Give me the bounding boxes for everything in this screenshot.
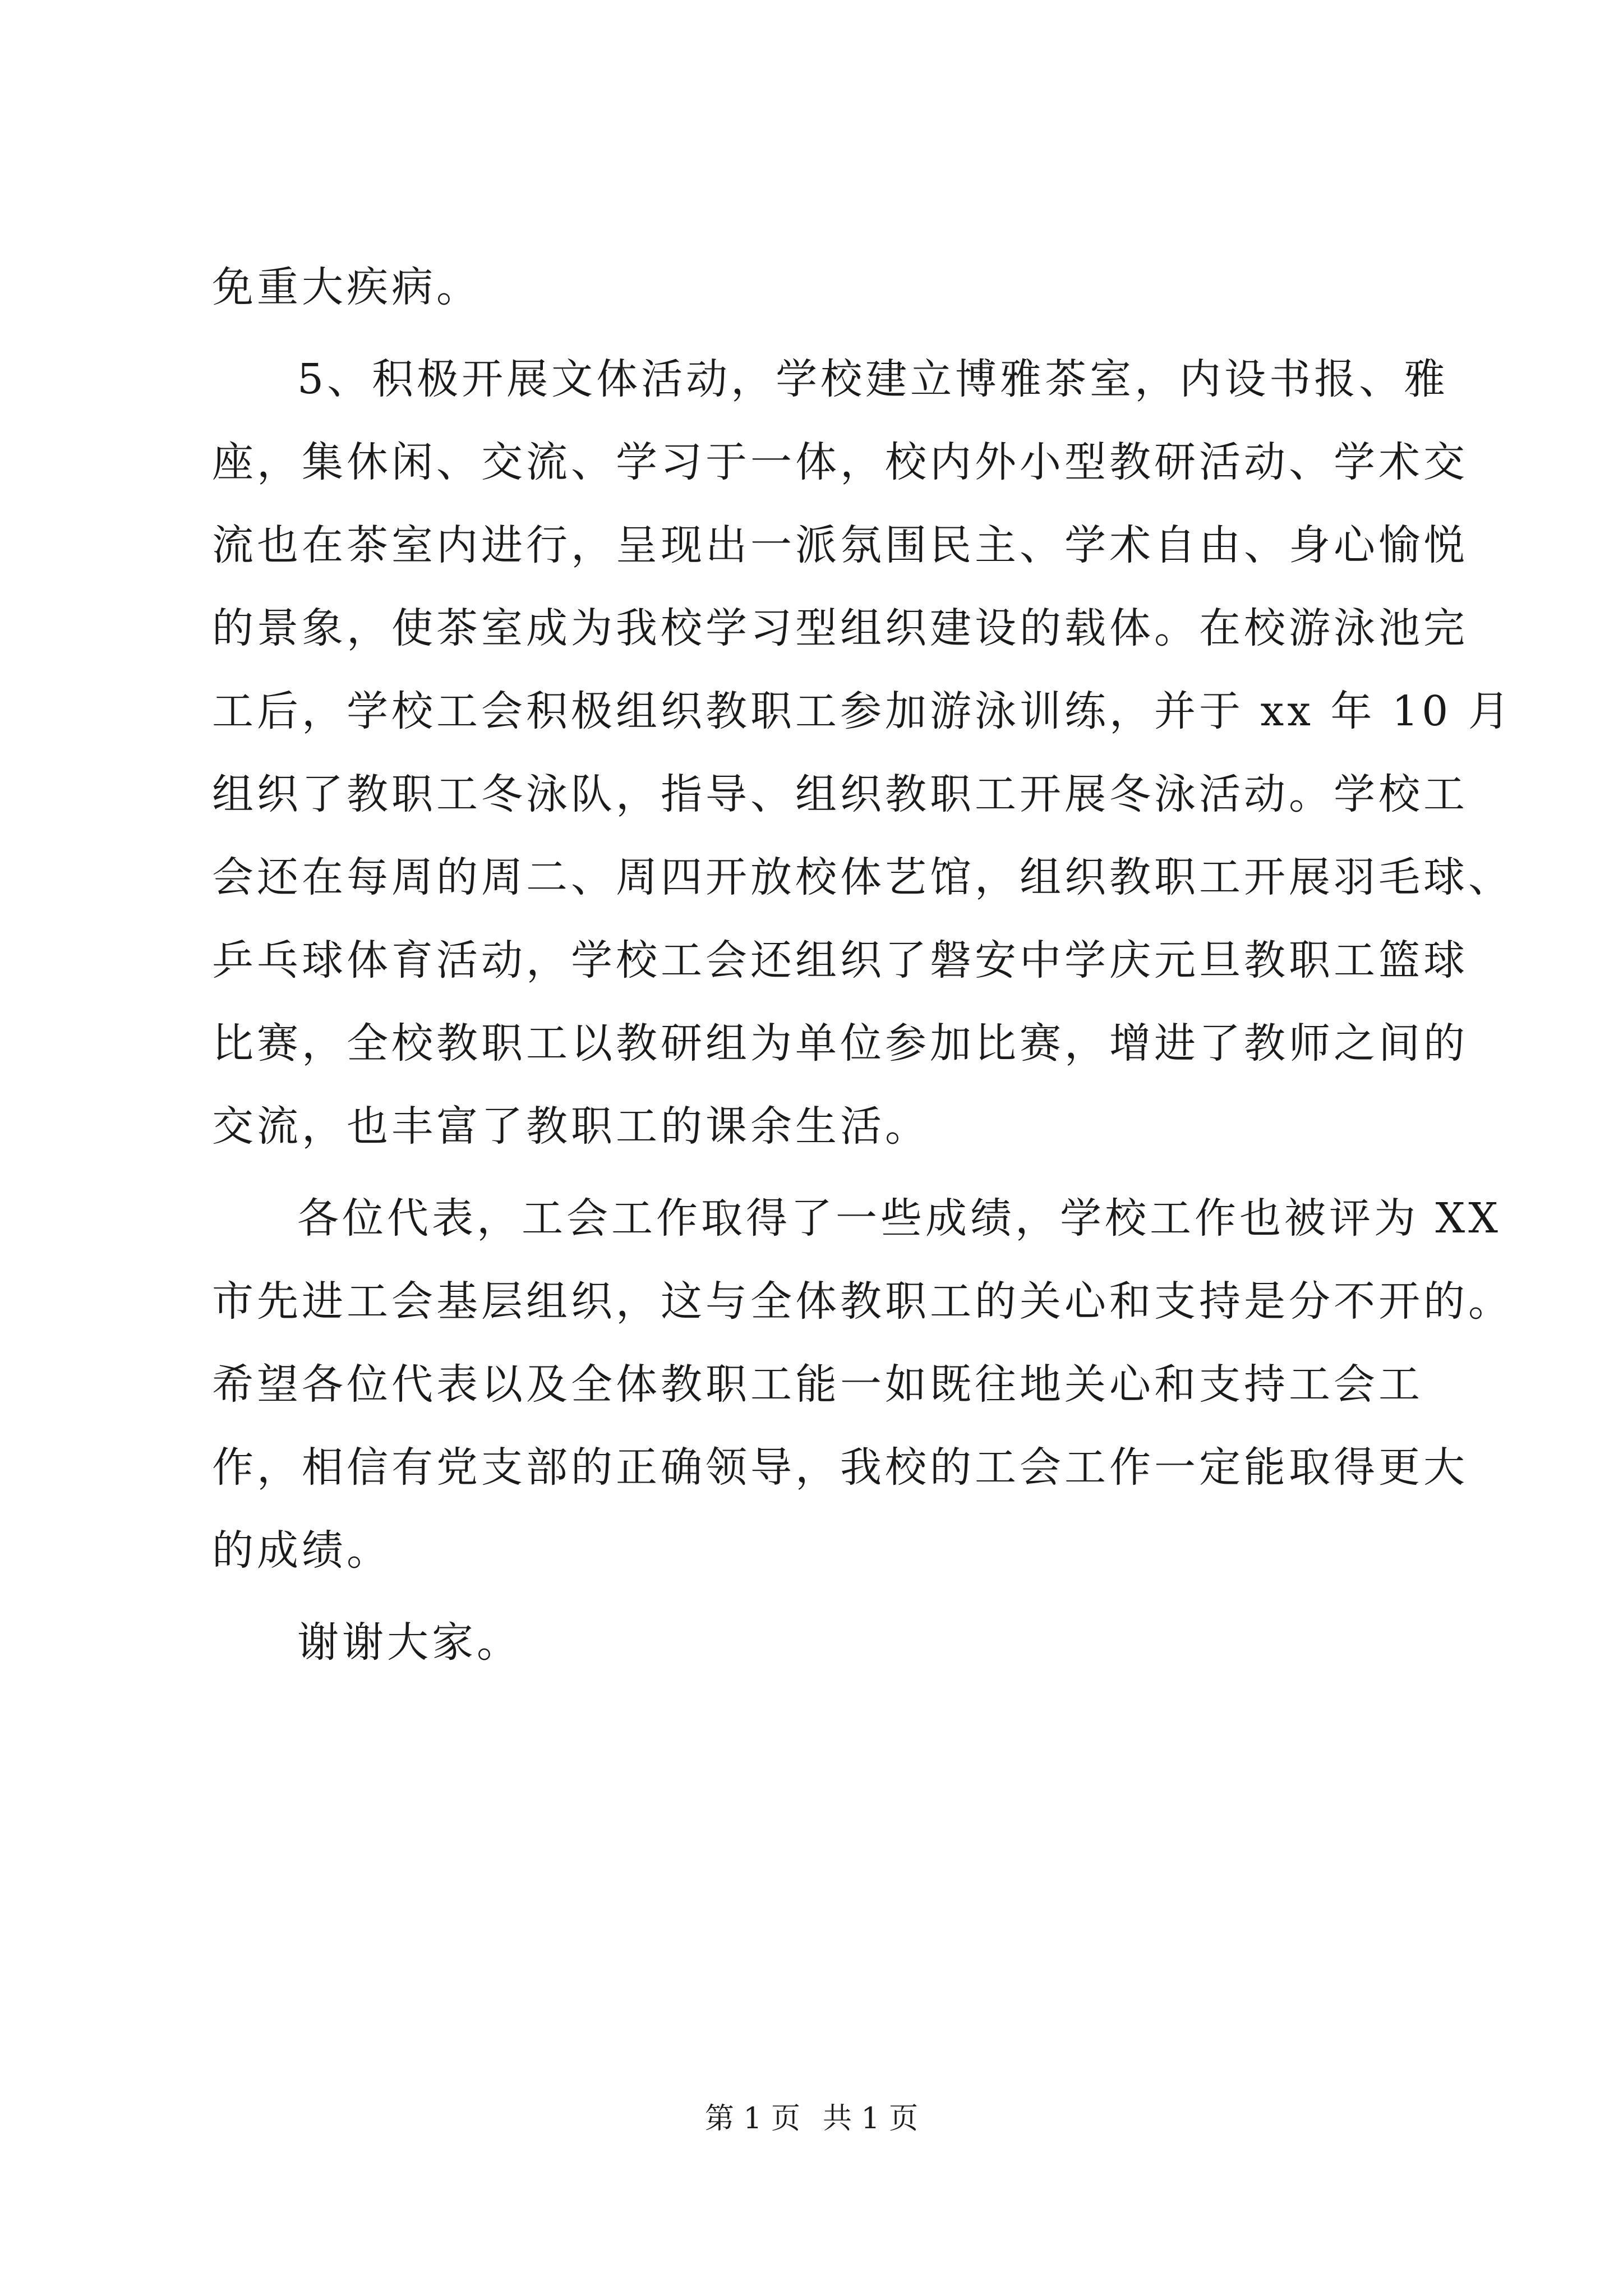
paragraph-line: 免重大疾病。 [212,263,481,311]
paragraph-line: 市先进工会基层组织，这与全体教职工的关心和支持是分不开的。 [212,1277,1513,1326]
paragraph-line: 各位代表，工会工作取得了一些成绩，学校工作也被评为 XX [297,1194,1501,1243]
paragraph-line: 座，集休闲、交流、学习于一体，校内外小型教研活动、学术交 [212,438,1468,486]
page-number: 第 1 页 [704,2102,800,2136]
document-body [212,246,1513,1684]
paragraph-line: 交流，也丰富了教职工的课余生活。 [212,1102,930,1151]
paragraph-line: 乒乓球体育活动，学校工会还组织了磐安中学庆元旦教职工篮球 [212,936,1468,984]
paragraph-line: 希望各位代表以及全体教职工能一如既往地关心和支持工会工 [212,1360,1423,1409]
paragraph-line: 比赛，全校教职工以教研组为单位参加比赛，增进了教师之间的 [212,1019,1468,1068]
paragraph-line: 5、积极开展文体活动，学校建立博雅茶室，内设书报、雅 [297,355,1449,403]
page-total: 共 1 页 [823,2102,919,2136]
paragraph-line: 谢谢大家。 [297,1618,522,1667]
paragraph-line: 流也在茶室内进行，呈现出一派氛围民主、学术自由、身心愉悦 [212,521,1468,569]
paragraph-line: 工后，学校工会积极组织教职工参加游泳训练，并于 xx 年 10 月 [212,687,1513,735]
paragraph-line: 的景象，使茶室成为我校学习型组织建设的载体。在校游泳池完 [212,604,1468,652]
paragraph-line: 组织了教职工冬泳队，指导、组织教职工开展冬泳活动。学校工 [212,770,1468,818]
paragraph-line: 的成绩。 [212,1526,391,1575]
page-footer [0,2099,1623,2138]
paragraph-line: 作，相信有党支部的正确领导，我校的工会工作一定能取得更大 [212,1443,1468,1492]
paragraph-line: 会还在每周的周二、周四开放校体艺馆，组织教职工开展羽毛球、 [212,853,1513,901]
